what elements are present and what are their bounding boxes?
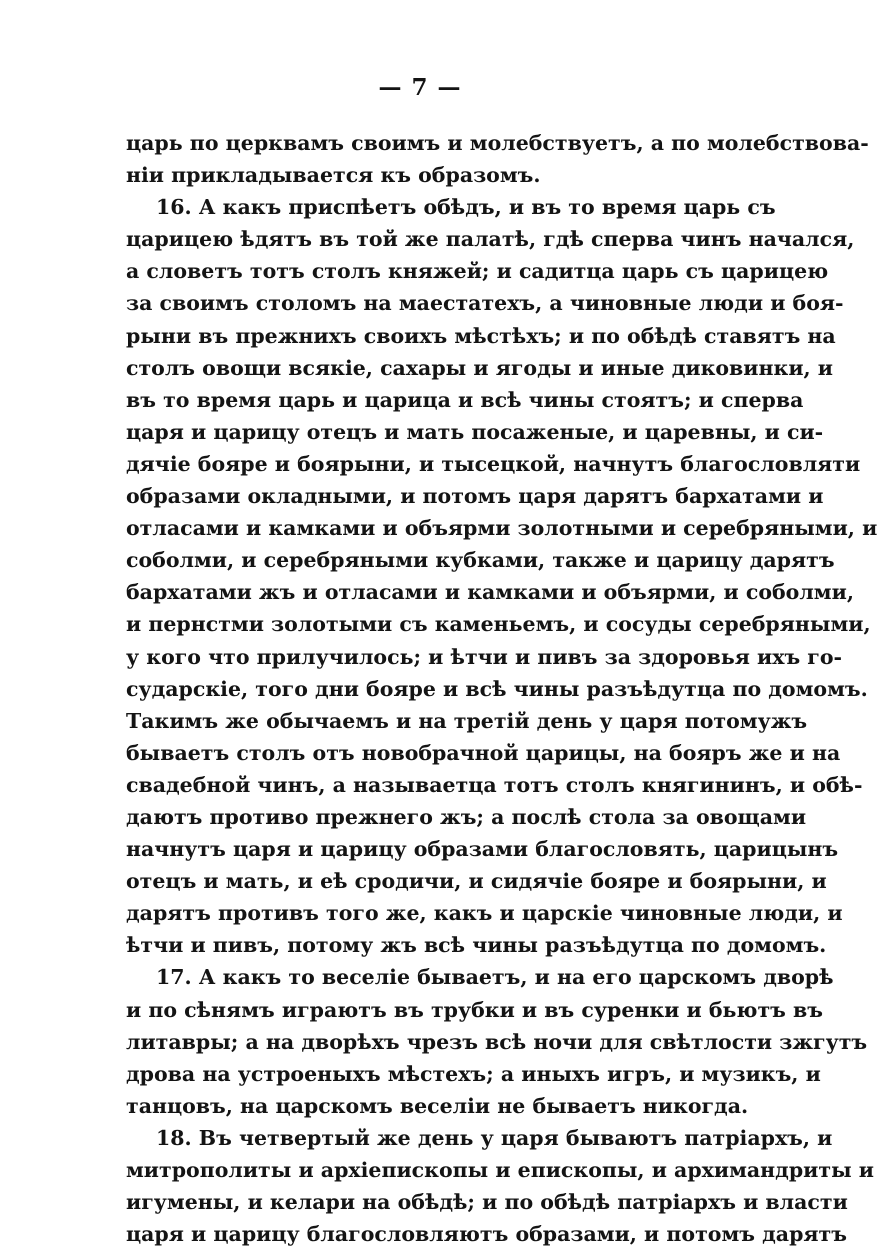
text-line: начнутъ царя и царицу образами благословять, царицынъ <box>126 837 839 862</box>
text-line: за своимъ столомъ на маестатехъ, а чиновные люди и боя- <box>126 291 844 316</box>
text-line: соболми, и серебряными кубками, также и царицу дарятъ <box>126 548 835 573</box>
text-line: сударскіе, того дни бояре и всѣ чины разъѣдутца по домомъ. <box>126 676 868 701</box>
text-line: нiи прикладывается къ образомъ. <box>126 163 541 188</box>
text-line: танцовъ, на царскомъ веселіи не бываетъ никогда. <box>126 1093 749 1118</box>
text-line: свадебной чинъ, а называетца тотъ столъ княгининъ, и обѣ- <box>126 772 863 797</box>
text-line: у кого что прилучилось; и ѣтчи и пивъ за здоровья ихъ го- <box>126 644 843 669</box>
text-line: дрова на устроеныхъ мѣстехъ; а иныхъ игръ, и музикъ, и <box>126 1061 821 1086</box>
body-text <box>126 127 877 1250</box>
text-line: а словетъ тотъ столъ княжей; и садитца царь съ царицею <box>126 259 829 284</box>
text-line: образами окладными, и потомъ царя дарятъ бархатами и <box>126 484 824 509</box>
text-line: царя и царицу благословляютъ образами, и потомъ дарятъ <box>126 1222 847 1247</box>
text-line: отласами и камками и объярми золотными и серебряными, и <box>126 516 877 541</box>
text-line: царь по церквамъ своимъ и молебствуетъ, а по молебствова- <box>126 131 869 155</box>
text-line: бываетъ столъ отъ новобрачной царицы, на бояръ же и на <box>126 740 841 765</box>
text-line: дячіе бояре и боярыни, и тысецкой, начнутъ благословляти <box>126 451 861 476</box>
text-line: и пернстми золотыми съ каменьемъ, и сосуды серебряными, <box>126 612 871 637</box>
text-line: ѣтчи и пивъ, потому жъ всѣ чины разъѣдутца по домомъ. <box>126 933 827 958</box>
text-line: дарятъ противъ того же, какъ и царскіе чиновные люди, и <box>126 901 843 926</box>
text-line: отецъ и мать, и еѣ сродичи, и сидячіе бояре и боярыни, и <box>126 869 827 894</box>
paragraph-16-start: 16. А какъ приспѣетъ обѣдъ, и въ то время царь съ <box>156 195 776 220</box>
text-line: и по сѣнямъ играютъ въ трубки и въ суренки и бьютъ въ <box>126 997 823 1022</box>
text-line: въ то время царь и царица и всѣ чины стоятъ; и сперва <box>126 387 804 412</box>
text-line: митрополиты и архіепископы и епископы, и архимандриты и <box>126 1158 874 1182</box>
text-line: рыни въ прежнихъ своихъ мѣстѣхъ; и по обѣдѣ ставятъ на <box>126 323 836 348</box>
text-line: Такимъ же обычаемъ и на третій день у царя потомужъ <box>126 708 808 733</box>
text-line: царицею ѣдятъ въ той же палатѣ, гдѣ сперва чинъ начался, <box>126 227 855 252</box>
text-line: даютъ противо прежнего жъ; а послѣ стола за овощами <box>126 804 807 829</box>
text-line: игумены, и келари на обѣдѣ; и по обѣдѣ патріархъ и власти <box>126 1190 848 1215</box>
text-line: царя и царицу отецъ и мать посаженые, и царевны, и си- <box>126 419 824 444</box>
text-line: бархатами жъ и отласами и камками и объярми, и соболми, <box>126 580 854 605</box>
page-number: — 7 — <box>378 74 462 101</box>
paragraph-17-start: 17. А какъ то веселіе бываетъ, и на его царскомъ дворѣ <box>156 965 834 990</box>
paragraph-18-start: 18. Въ четвертый же день у царя бываютъ патріархъ, и <box>156 1125 833 1150</box>
text-line: литавры; а на дворѣхъ чрезъ всѣ ночи для свѣтлости зжгутъ <box>126 1029 868 1054</box>
text-line: столъ овощи всякіе, сахары и ягоды и иные диковинки, и <box>126 355 833 380</box>
